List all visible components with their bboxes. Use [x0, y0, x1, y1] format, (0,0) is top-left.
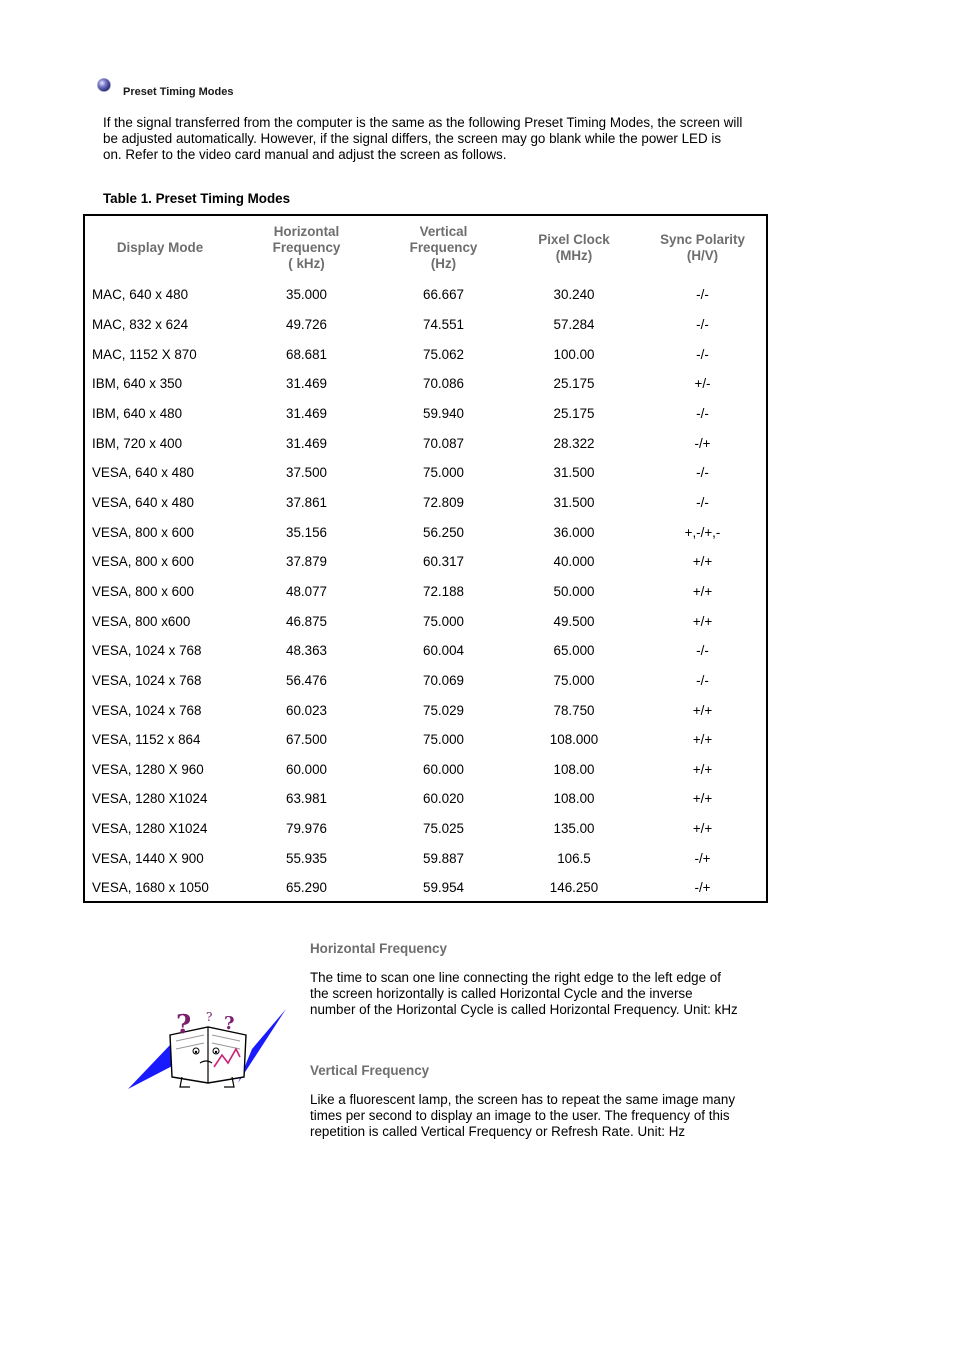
pixel-clock-cell: 100.00 [553, 346, 595, 362]
table-row [85, 458, 766, 488]
display-mode-cell: VESA, 1024 x 768 [92, 643, 202, 659]
pixel-clock-cell: 25.175 [553, 376, 595, 392]
vertical-frequency-cell: 75.000 [423, 732, 464, 748]
table-header-row [85, 216, 766, 280]
pixel-clock-cell: 106.5 [557, 850, 591, 866]
pixel-clock-cell: 49.500 [553, 613, 595, 629]
pixel-clock-cell: 40.000 [553, 554, 595, 570]
sync-polarity-cell: -/- [696, 405, 709, 421]
horizontal-frequency-text: The time to scan one line connecting the right edge to the left edge of the screen horizontally is called Horizontal Cycle and the inverse number of the Horizontal Cycle is called Horizontal Frequency. Unit: kHz [310, 970, 738, 1017]
svg-text:?: ? [176, 1010, 192, 1040]
horizontal-frequency-cell: 65.290 [286, 880, 327, 896]
vertical-frequency-cell: 60.004 [423, 643, 464, 659]
sync-polarity-cell: +/+ [692, 791, 713, 807]
horizontal-frequency-cell: 31.469 [286, 376, 327, 392]
vertical-frequency-cell: 75.029 [423, 702, 464, 718]
display-mode-cell: VESA, 1680 x 1050 [92, 880, 209, 896]
horizontal-frequency-title: Horizontal Frequency [310, 941, 447, 956]
svg-text:?: ? [206, 1010, 213, 1024]
sync-polarity-cell: -/- [696, 465, 709, 481]
table-row [85, 339, 766, 369]
display-mode-cell: IBM, 640 x 480 [92, 405, 183, 421]
horizontal-frequency-cell: 68.681 [286, 346, 327, 362]
table-row [85, 577, 766, 607]
display-mode-cell: VESA, 800 x600 [92, 613, 191, 629]
horizontal-frequency-cell: 37.879 [286, 554, 327, 570]
sync-polarity-cell: +,-/+,- [684, 524, 721, 540]
pixel-clock-cell: 75.000 [553, 672, 595, 688]
horizontal-frequency-cell: 79.976 [286, 821, 327, 837]
vertical-frequency-cell: 56.250 [423, 524, 464, 540]
vertical-frequency-cell: 60.020 [423, 791, 464, 807]
horizontal-frequency-cell: 35.000 [286, 287, 327, 303]
table-row [85, 280, 766, 310]
sync-polarity-cell: +/+ [692, 583, 713, 599]
display-mode-cell: VESA, 1280 X1024 [92, 821, 208, 837]
sync-polarity-cell: -/- [696, 643, 709, 659]
header-pixel-clock: Pixel Clock (MHz) [538, 232, 610, 263]
vertical-frequency-text: Like a fluorescent lamp, the screen has to repeat the same image many times per second to display an image to the user. The frequency of this repetition is called Vertical Frequency or Refresh Rate. Unit: Hz [310, 1092, 736, 1139]
horizontal-frequency-cell: 48.363 [286, 643, 327, 659]
vertical-frequency-cell: 75.062 [423, 346, 464, 362]
vertical-frequency-title: Vertical Frequency [310, 1063, 430, 1078]
vertical-frequency-cell: 60.317 [423, 554, 464, 570]
horizontal-frequency-cell: 31.469 [286, 435, 327, 451]
table-row [85, 428, 766, 458]
sync-polarity-cell: -/- [696, 672, 709, 688]
confused-book-mascot-icon [126, 1005, 290, 1091]
table-row [85, 517, 766, 547]
pixel-clock-cell: 65.000 [553, 643, 595, 659]
sync-polarity-cell: +/+ [692, 613, 713, 629]
vertical-frequency-cell: 70.086 [423, 376, 464, 392]
display-mode-cell: VESA, 1280 X1024 [92, 791, 208, 807]
pixel-clock-cell: 31.500 [553, 465, 595, 481]
horizontal-frequency-definition [310, 941, 740, 1018]
display-mode-cell: IBM, 720 x 400 [92, 435, 183, 451]
sync-polarity-cell: -/- [696, 316, 709, 332]
pixel-clock-cell: 108.00 [553, 761, 595, 777]
sync-polarity-cell: -/- [696, 346, 709, 362]
display-mode-cell: VESA, 800 x 600 [92, 554, 194, 570]
display-mode-cell: VESA, 640 x 480 [92, 465, 194, 481]
table-row [85, 310, 766, 340]
table-caption: Table 1. Preset Timing Modes [103, 191, 291, 206]
sync-polarity-cell: -/- [696, 287, 709, 303]
table-row [85, 399, 766, 429]
table-row [85, 755, 766, 785]
section-title: Preset Timing Modes [123, 86, 234, 98]
display-mode-cell: VESA, 1024 x 768 [92, 702, 202, 718]
header-vertical-frequency: Vertical Frequency (Hz) [409, 224, 478, 271]
horizontal-frequency-cell: 49.726 [286, 316, 327, 332]
table-row [85, 695, 766, 725]
pixel-clock-cell: 108.000 [549, 732, 599, 748]
display-mode-cell: VESA, 1280 X 960 [92, 761, 204, 777]
display-mode-cell: VESA, 1152 x 864 [92, 732, 201, 748]
horizontal-frequency-cell: 31.469 [286, 405, 327, 421]
svg-text:?: ? [224, 1013, 235, 1034]
bullet-sphere-icon [96, 77, 112, 93]
pixel-clock-cell: 30.240 [553, 287, 595, 303]
horizontal-frequency-cell: 48.077 [286, 583, 327, 599]
display-mode-cell: VESA, 640 x 480 [92, 494, 194, 510]
display-mode-cell: MAC, 640 x 480 [92, 287, 189, 303]
table-row [85, 606, 766, 636]
horizontal-frequency-cell: 35.156 [286, 524, 327, 540]
horizontal-frequency-cell: 46.875 [286, 613, 327, 629]
horizontal-frequency-cell: 63.981 [286, 791, 327, 807]
horizontal-frequency-cell: 37.861 [286, 494, 327, 510]
pixel-clock-cell: 36.000 [553, 524, 595, 540]
intro-paragraph: If the signal transferred from the computer is the same as the following Preset Timing Modes, the screen will be adjusted automatically. However, if the signal differs, the screen may go blank while the power LED is on. Refer to the video card manual and adjust the screen as follows. [103, 115, 743, 162]
vertical-frequency-cell: 70.069 [423, 672, 464, 688]
table-row [85, 873, 766, 903]
table-row [85, 369, 766, 399]
pixel-clock-cell: 135.00 [553, 821, 595, 837]
display-mode-cell: VESA, 1024 x 768 [92, 672, 202, 688]
table-body [85, 280, 766, 903]
vertical-frequency-cell: 59.887 [423, 850, 464, 866]
horizontal-frequency-cell: 55.935 [286, 850, 327, 866]
vertical-frequency-cell: 72.809 [423, 494, 464, 510]
pixel-clock-cell: 57.284 [553, 316, 595, 332]
pixel-clock-cell: 50.000 [553, 583, 595, 599]
display-mode-cell: MAC, 832 x 624 [92, 316, 189, 332]
pixel-clock-cell: 28.322 [553, 435, 595, 451]
vertical-frequency-cell: 59.940 [423, 405, 464, 421]
vertical-frequency-cell: 75.000 [423, 465, 464, 481]
sync-polarity-cell: +/+ [692, 761, 713, 777]
display-mode-cell: VESA, 1440 X 900 [92, 850, 204, 866]
horizontal-frequency-cell: 60.000 [286, 761, 327, 777]
table-row [85, 666, 766, 696]
horizontal-frequency-cell: 56.476 [286, 672, 327, 688]
sync-polarity-cell: -/- [696, 494, 709, 510]
table-row [85, 843, 766, 873]
display-mode-cell: MAC, 1152 X 870 [92, 346, 197, 362]
sync-polarity-cell: +/+ [692, 732, 713, 748]
sync-polarity-cell: -/+ [694, 435, 711, 451]
sync-polarity-cell: +/- [694, 376, 711, 392]
horizontal-frequency-cell: 60.023 [286, 702, 327, 718]
horizontal-frequency-cell: 67.500 [286, 732, 327, 748]
pixel-clock-cell: 31.500 [553, 494, 595, 510]
pixel-clock-cell: 146.250 [549, 880, 599, 896]
table-row [85, 636, 766, 666]
vertical-frequency-definition [310, 1063, 740, 1140]
vertical-frequency-cell: 59.954 [423, 880, 464, 896]
display-mode-cell: VESA, 800 x 600 [92, 583, 194, 599]
table-row [85, 814, 766, 844]
sync-polarity-cell: -/+ [694, 880, 711, 896]
vertical-frequency-cell: 70.087 [423, 435, 464, 451]
sync-polarity-cell: +/+ [692, 554, 713, 570]
display-mode-cell: IBM, 640 x 350 [92, 376, 183, 392]
header-horizontal-frequency: Horizontal Frequency ( kHz) [272, 224, 341, 271]
sync-polarity-cell: -/+ [694, 850, 711, 866]
table-row [85, 784, 766, 814]
header-display-mode: Display Mode [116, 240, 204, 255]
vertical-frequency-cell: 60.000 [423, 761, 464, 777]
sync-polarity-cell: +/+ [692, 821, 713, 837]
vertical-frequency-cell: 75.025 [423, 821, 464, 837]
pixel-clock-cell: 78.750 [553, 702, 595, 718]
table-row [85, 488, 766, 518]
vertical-frequency-cell: 75.000 [423, 613, 464, 629]
preset-timing-table [83, 214, 768, 903]
pixel-clock-cell: 25.175 [553, 405, 595, 421]
pixel-clock-cell: 108.00 [553, 791, 595, 807]
table-row [85, 725, 766, 755]
vertical-frequency-cell: 72.188 [423, 583, 464, 599]
vertical-frequency-cell: 66.667 [423, 287, 464, 303]
table-row [85, 547, 766, 577]
header-sync-polarity: Sync Polarity (H/V) [660, 232, 745, 263]
horizontal-frequency-cell: 37.500 [286, 465, 327, 481]
vertical-frequency-cell: 74.551 [423, 316, 464, 332]
display-mode-cell: VESA, 800 x 600 [92, 524, 194, 540]
sync-polarity-cell: +/+ [692, 702, 713, 718]
